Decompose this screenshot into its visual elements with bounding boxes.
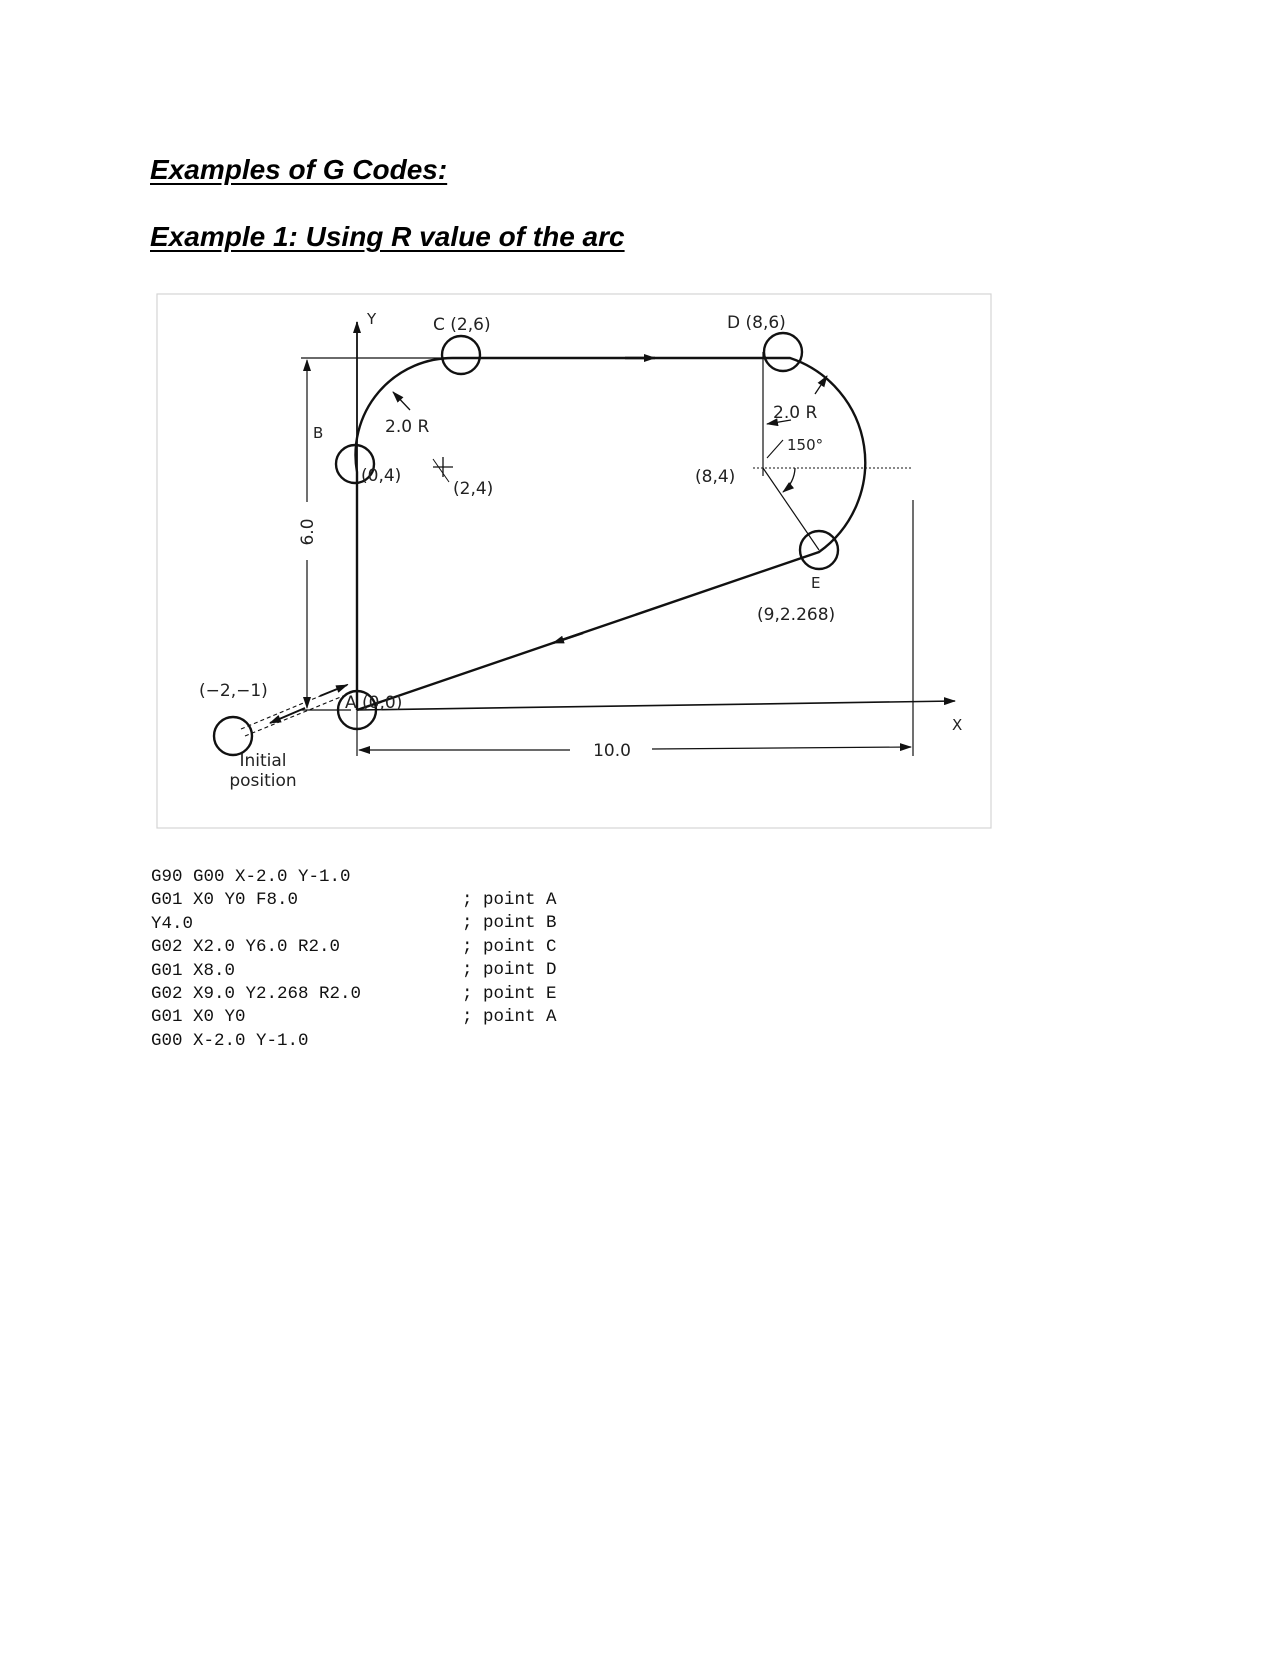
radius-1-arrow (393, 392, 410, 410)
radius-1-line (433, 459, 449, 482)
toolpath-diagram (155, 292, 995, 832)
gcode-comment: ; point E (462, 983, 557, 1004)
point-a-coord-label: A (0,0) (345, 693, 403, 713)
dim-height-label: 6.0 (298, 518, 318, 546)
center-1-label: (2,4) (453, 479, 494, 499)
x-axis-label: X (952, 716, 963, 734)
radius-2-arrow-top (815, 376, 827, 394)
gcode-comment: ; point C (462, 936, 557, 957)
tool-circle-c (442, 336, 480, 374)
gcode-listing (151, 866, 361, 1053)
angle-label: 150° (787, 436, 824, 454)
gcode-line: G01 X8.0 (151, 960, 236, 981)
dim-line-width-right (652, 747, 911, 749)
radius-2-label: 2.0 R (773, 403, 818, 423)
point-c-label: C (2,6) (433, 315, 491, 335)
gcode-line: G02 X9.0 Y2.268 R2.0 (151, 983, 362, 1004)
y-axis-label: Y (367, 310, 377, 328)
tool-circle-d (764, 333, 802, 371)
rapid-move-arrow-2 (320, 685, 347, 696)
x-axis (357, 701, 955, 710)
initial-position-line2: position (229, 771, 297, 791)
point-e-coord-label: (9,2.268) (757, 605, 836, 625)
gcode-line: G01 X0 Y0 (151, 1007, 246, 1028)
gcode-line: G01 X0 Y0 F8.0 (151, 890, 299, 911)
gcode-comment: ; point A (462, 890, 557, 910)
gcode-line: Y4.0 (151, 913, 194, 934)
gcode-comment: ; point D (462, 960, 557, 981)
initial-position-line1: Initial (239, 751, 287, 771)
gcode-line: G90 G00 X-2.0 Y-1.0 (151, 867, 351, 887)
radius-1-label: 2.0 R (385, 417, 430, 437)
point-b-coord-label: (0,4) (361, 466, 402, 486)
page-title: Examples of G Codes: (150, 154, 448, 185)
angle-arc (783, 468, 795, 492)
gcode-line: G02 X2.0 Y6.0 R2.0 (151, 937, 341, 958)
point-e-label: E (811, 574, 821, 592)
start-coord-label: (−2,−1) (199, 681, 268, 701)
point-d-label: D (8,6) (727, 313, 786, 333)
gcode-comment: ; point B (462, 913, 557, 934)
gcode-comment: ; point A (462, 1006, 557, 1027)
dim-width-label: 10.0 (593, 741, 631, 761)
center-2-label: (8,4) (695, 467, 736, 487)
rapid-move-arrow (270, 708, 305, 723)
radius-2-line (763, 468, 819, 550)
gcode-comments (462, 889, 557, 1029)
radius-2-slash (767, 440, 783, 458)
example-heading: Example 1: Using R value of the arc (150, 221, 625, 252)
gcode-line: G00 X-2.0 Y-1.0 (151, 1030, 309, 1051)
point-b-label: B (313, 424, 324, 442)
path-direction-arrow-ea (553, 633, 583, 643)
